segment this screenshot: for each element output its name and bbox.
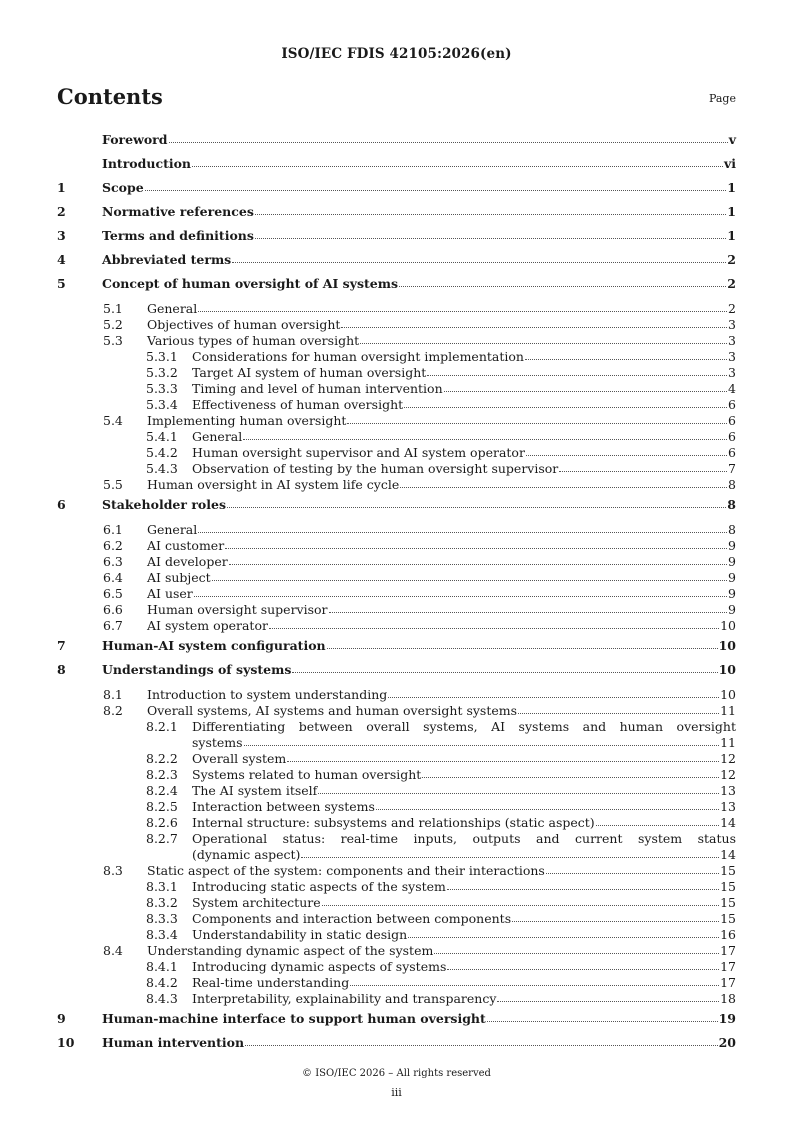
toc-entry-title: Implementing human oversight [147, 413, 347, 428]
toc-entry[interactable] [57, 703, 736, 719]
toc-entry-number: 5.2 [103, 317, 123, 332]
toc-entry-page: 17 [720, 959, 736, 974]
dot-leader [255, 213, 726, 215]
toc-entry-number: 5.3 [103, 333, 123, 348]
toc-entry-number: 2 [57, 204, 66, 219]
toc-entry-page: 3 [728, 317, 736, 332]
toc-entry-number: 5.4.2 [146, 445, 178, 460]
toc-entry-page: 3 [728, 365, 736, 380]
toc-entry[interactable] [57, 248, 736, 272]
toc-entry-title: Components and interaction between components [192, 911, 512, 926]
toc-entry-page: 6 [728, 429, 736, 444]
toc-entry-page: vi [723, 156, 736, 171]
dot-leader [292, 671, 717, 673]
toc-entry-page: 4 [728, 381, 736, 396]
toc-entry-page: 15 [720, 863, 736, 878]
toc-entry[interactable] [57, 847, 736, 863]
toc-entry[interactable] [57, 586, 736, 602]
toc-entry[interactable] [57, 538, 736, 554]
toc-entry-number: 5 [57, 276, 66, 291]
toc-entry[interactable] [57, 413, 736, 429]
toc-entry[interactable] [57, 879, 736, 895]
toc-entry[interactable] [57, 911, 736, 927]
toc-entry-page: 10 [720, 618, 736, 633]
toc-entry-title: Overall systems, AI systems and human oversight systems [147, 703, 518, 718]
toc-entry-title: Human oversight in AI system life cycle [147, 477, 400, 492]
toc-entry-number: 6 [57, 497, 66, 512]
dot-leader [327, 647, 718, 649]
dot-leader [434, 952, 719, 954]
toc-entry-page: 9 [728, 554, 736, 569]
toc-entry-number: 10 [57, 1035, 75, 1050]
dot-leader [243, 438, 727, 440]
toc-entry[interactable] [57, 1007, 736, 1031]
toc-entry-page: 13 [720, 783, 736, 798]
toc-entry-title: Understanding dynamic aspect of the system [147, 943, 434, 958]
toc-entry-page: 6 [728, 445, 736, 460]
toc-entry-page: 14 [720, 815, 736, 830]
toc-entry-title: Observation of testing by the human oversight supervisor [192, 461, 559, 476]
toc-entry-number: 6.7 [103, 618, 123, 633]
toc-entry-page: 19 [718, 1011, 736, 1026]
toc-entry-number: 8.3.3 [146, 911, 178, 926]
toc-entry[interactable] [57, 815, 736, 831]
toc-entry[interactable] [57, 349, 736, 365]
dot-leader [341, 326, 727, 328]
toc-entry-title: Real-time understanding [192, 975, 350, 990]
toc-entry-page: 2 [728, 301, 736, 316]
toc-entry[interactable] [57, 397, 736, 413]
dot-leader [518, 712, 719, 714]
toc-entry-title: Introduction [102, 156, 192, 171]
toc-entry-page: 6 [728, 413, 736, 428]
toc-entry-title: Various types of human oversight [147, 333, 360, 348]
toc-entry-page: 3 [728, 349, 736, 364]
toc-entry-title: The AI system itself [192, 783, 318, 798]
toc-entry-number: 8.2.4 [146, 783, 178, 798]
toc-entry-number: 6.3 [103, 554, 123, 569]
toc-entry-number: 5.3.3 [146, 381, 178, 396]
dot-leader [232, 261, 726, 263]
toc-entry-title: Understandability in static design [192, 927, 408, 942]
toc-entry-title: Timing and level of human intervention [192, 381, 443, 396]
dot-leader [497, 1000, 719, 1002]
dot-leader [192, 165, 723, 167]
toc-entry-title: Internal structure: subsystems and relationships (static aspect) [192, 815, 595, 830]
toc-entry-number: 6.4 [103, 570, 123, 585]
dot-leader [350, 984, 719, 986]
dot-leader [525, 358, 727, 360]
toc-entry-page: 9 [728, 602, 736, 617]
toc-entry[interactable] [57, 735, 736, 751]
toc-entry-page: v [728, 132, 736, 147]
toc-entry[interactable] [57, 445, 736, 461]
toc-entry-number: 5.4.1 [146, 429, 178, 444]
toc-entry-page: 2 [727, 252, 736, 267]
toc-entry-page: 17 [720, 943, 736, 958]
dot-leader [487, 1020, 718, 1022]
toc-entry[interactable] [57, 317, 736, 333]
toc-entry-title: Objectives of human oversight [147, 317, 341, 332]
dot-leader [322, 904, 719, 906]
toc-entry-title: Overall system [192, 751, 287, 766]
toc-entry[interactable] [57, 799, 736, 815]
toc-entry-page: 9 [728, 570, 736, 585]
toc-entry[interactable] [57, 634, 736, 658]
toc-entry[interactable] [57, 152, 736, 176]
dot-leader [444, 390, 727, 392]
toc-entry[interactable] [57, 943, 736, 959]
toc-entry-page: 3 [728, 333, 736, 348]
dot-leader [422, 776, 719, 778]
toc-entry[interactable] [57, 959, 736, 975]
toc-entry-number: 8 [57, 662, 66, 677]
toc-entry-title: Concept of human oversight of AI systems [102, 276, 398, 291]
toc-entry-title: Systems related to human oversight [192, 767, 422, 782]
dot-leader [227, 506, 726, 508]
dot-leader [198, 531, 727, 533]
table-of-contents [57, 128, 736, 1055]
toc-entry-page: 10 [720, 687, 736, 702]
toc-entry[interactable] [57, 975, 736, 991]
toc-entry-page: 1 [727, 228, 736, 243]
toc-entry-number: 8.4.2 [146, 975, 178, 990]
dot-leader [388, 696, 719, 698]
toc-entry-page: 13 [720, 799, 736, 814]
toc-entry-title: AI developer [147, 554, 228, 569]
toc-entry[interactable] [57, 200, 736, 224]
toc-entry-number: 8.2.7 [146, 831, 178, 846]
toc-entry-number: 8.3 [103, 863, 123, 878]
toc-entry-page: 11 [720, 735, 736, 750]
toc-entry-number: 8.4.3 [146, 991, 178, 1006]
toc-entry-number: 8.4 [103, 943, 123, 958]
toc-entry-title: Human-machine interface to support human oversight [102, 1011, 486, 1026]
toc-entry-number: 6.2 [103, 538, 123, 553]
toc-entry-page: 11 [720, 703, 736, 718]
toc-entry-page: 8 [728, 477, 736, 492]
toc-entry[interactable] [57, 719, 736, 735]
toc-entry-number: 8.2.5 [146, 799, 178, 814]
toc-entry-title: System architecture [192, 895, 321, 910]
toc-entry[interactable] [57, 461, 736, 477]
dot-leader [376, 808, 719, 810]
toc-entry-title: Interpretability, explainability and transparency [192, 991, 497, 1006]
toc-entry-title: Target AI system of human oversight [192, 365, 427, 380]
toc-entry-page: 6 [728, 397, 736, 412]
toc-entry-page: 12 [720, 751, 736, 766]
toc-entry-title: AI customer [147, 538, 225, 553]
toc-entry[interactable] [57, 554, 736, 570]
toc-entry-title: Introduction to system understanding [147, 687, 388, 702]
toc-entry-number: 8.2.2 [146, 751, 178, 766]
toc-entry-page: 8 [728, 522, 736, 537]
toc-entry-page: 15 [720, 895, 736, 910]
toc-entry-title: AI user [147, 586, 193, 601]
toc-entry-title: Considerations for human oversight implementation [192, 349, 524, 364]
toc-entry[interactable] [57, 831, 736, 847]
toc-entry[interactable] [57, 477, 736, 493]
toc-entry[interactable] [57, 602, 736, 618]
toc-entry-number: 5.3.4 [146, 397, 178, 412]
toc-entry-title: Normative references [102, 204, 254, 219]
toc-entry-number: 6.5 [103, 586, 123, 601]
toc-entry-title: Introducing static aspects of the system [192, 879, 446, 894]
toc-entry-page: 15 [720, 911, 736, 926]
toc-entry[interactable] [57, 333, 736, 349]
toc-entry-page: 2 [727, 276, 736, 291]
page-number: iii [391, 1086, 402, 1099]
toc-entry-number: 8.2 [103, 703, 123, 718]
toc-entry-title: Interaction between systems [192, 799, 375, 814]
toc-entry-number: 5.1 [103, 301, 123, 316]
toc-entry-number: 5.4 [103, 413, 123, 428]
toc-entry-title: Human-AI system configuration [102, 638, 326, 653]
toc-entry-number: 8.3.4 [146, 927, 178, 942]
toc-entry-number: 7 [57, 638, 66, 653]
toc-entry-page: 7 [728, 461, 736, 476]
toc-entry-title: Effectiveness of human oversight [192, 397, 404, 412]
dot-leader [596, 824, 719, 826]
toc-entry[interactable] [57, 429, 736, 445]
toc-entry-page: 8 [727, 497, 736, 512]
toc-entry-page: 10 [718, 662, 736, 677]
toc-entry-page: 15 [720, 879, 736, 894]
toc-entry[interactable] [57, 381, 736, 397]
dot-leader [301, 856, 719, 858]
toc-entry-title: AI subject [147, 570, 211, 585]
toc-entry[interactable] [57, 991, 736, 1007]
toc-entry-title: Foreword [102, 132, 168, 147]
toc-entry[interactable] [57, 128, 736, 152]
toc-entry-number: 6.6 [103, 602, 123, 617]
dot-leader [145, 189, 727, 191]
dot-leader [447, 888, 719, 890]
toc-entry-number: 1 [57, 180, 66, 195]
toc-entry[interactable] [57, 895, 736, 911]
toc-entry-number: 4 [57, 252, 66, 267]
toc-entry-page: 10 [718, 638, 736, 653]
toc-entry[interactable] [57, 618, 736, 634]
toc-entry-number: 3 [57, 228, 66, 243]
dot-leader [526, 454, 727, 456]
toc-entry-page: 9 [728, 586, 736, 601]
contents-title: Contents [57, 84, 163, 109]
toc-entry-number: 8.2.3 [146, 767, 178, 782]
dot-leader [229, 563, 727, 565]
toc-entry-number: 5.5 [103, 477, 123, 492]
toc-entry[interactable] [57, 301, 736, 317]
dot-leader [212, 579, 727, 581]
toc-entry[interactable] [57, 176, 736, 200]
toc-entry-page: 9 [728, 538, 736, 553]
toc-entry-page: 1 [727, 180, 736, 195]
toc-entry-number: 5.3.1 [146, 349, 178, 364]
toc-entry-number: 5.4.3 [146, 461, 178, 476]
toc-entry-page: 17 [720, 975, 736, 990]
toc-entry[interactable] [57, 767, 736, 783]
toc-entry-number: 8.3.2 [146, 895, 178, 910]
toc-entry-title: Operational status: real-time inputs, outputs and current system status [192, 831, 736, 846]
page-column-label: Page [708, 92, 736, 105]
toc-entry[interactable] [57, 272, 736, 296]
toc-entry-page: 18 [720, 991, 736, 1006]
dot-leader [244, 744, 720, 746]
dot-leader [427, 374, 727, 376]
toc-entry[interactable] [57, 1031, 736, 1055]
toc-entry-number: 8.4.1 [146, 959, 178, 974]
toc-entry[interactable] [57, 493, 736, 517]
toc-entry-title: Human oversight supervisor and AI system operator [192, 445, 525, 460]
dot-leader [512, 920, 719, 922]
dot-leader [347, 422, 727, 424]
toc-entry[interactable] [57, 751, 736, 767]
dot-leader [408, 936, 719, 938]
toc-entry-title: Static aspect of the system: components and their interactions [147, 863, 545, 878]
toc-entry-title: General [147, 301, 198, 316]
toc-entry-title: Scope [102, 180, 144, 195]
dot-leader [400, 486, 727, 488]
toc-entry-title: Understandings of systems [102, 662, 292, 677]
toc-entry-number: 8.1 [103, 687, 123, 702]
toc-entry[interactable] [57, 687, 736, 703]
toc-entry-page: 20 [718, 1035, 736, 1050]
dot-leader [404, 406, 727, 408]
toc-entry-title: Introducing dynamic aspects of systems [192, 959, 447, 974]
dot-leader [399, 285, 726, 287]
toc-entry-number: 8.3.1 [146, 879, 178, 894]
dot-leader [287, 760, 719, 762]
dot-leader [198, 310, 727, 312]
dot-leader [255, 237, 726, 239]
toc-entry-title: General [147, 522, 198, 537]
dot-leader [559, 470, 727, 472]
toc-entry-title: AI system operator [147, 618, 268, 633]
dot-leader [245, 1044, 718, 1046]
toc-entry[interactable] [57, 224, 736, 248]
toc-entry-page: 12 [720, 767, 736, 782]
toc-entry-page: 14 [720, 847, 736, 862]
toc-entry-title: Human intervention [102, 1035, 245, 1050]
toc-entry-page: 16 [720, 927, 736, 942]
toc-entry-number: 9 [57, 1011, 66, 1026]
toc-entry-title: systems [192, 735, 243, 750]
toc-entry-title: Differentiating between overall systems, AI systems and human oversight [192, 719, 736, 734]
toc-entry[interactable] [57, 927, 736, 943]
toc-entry-title: General [192, 429, 243, 444]
dot-leader [169, 141, 728, 143]
dot-leader [329, 611, 728, 613]
dot-leader [546, 872, 719, 874]
toc-entry-number: 8.2.6 [146, 815, 178, 830]
dot-leader [318, 792, 719, 794]
dot-leader [194, 595, 727, 597]
toc-entry[interactable] [57, 522, 736, 538]
dot-leader [225, 547, 727, 549]
dot-leader [360, 342, 727, 344]
toc-entry[interactable] [57, 658, 736, 682]
dot-leader [269, 627, 719, 629]
toc-entry-number: 5.3.2 [146, 365, 178, 380]
toc-entry[interactable] [57, 570, 736, 586]
dot-leader [447, 968, 719, 970]
toc-entry[interactable] [57, 365, 736, 381]
toc-entry-title: Abbreviated terms [102, 252, 232, 267]
toc-entry[interactable] [57, 783, 736, 799]
document-header: ISO/IEC FDIS 42105:2026(en) [281, 46, 512, 62]
toc-entry-page: 1 [727, 204, 736, 219]
toc-entry-title: Terms and definitions [102, 228, 254, 243]
toc-entry-title: Human oversight supervisor [147, 602, 328, 617]
toc-entry-title: Stakeholder roles [102, 497, 226, 512]
toc-entry-title: (dynamic aspect) [192, 847, 301, 862]
toc-entry-number: 6.1 [103, 522, 123, 537]
copyright-footer: © ISO/IEC 2026 – All rights reserved [302, 1068, 491, 1079]
toc-entry-number: 8.2.1 [146, 719, 178, 734]
toc-entry[interactable] [57, 863, 736, 879]
